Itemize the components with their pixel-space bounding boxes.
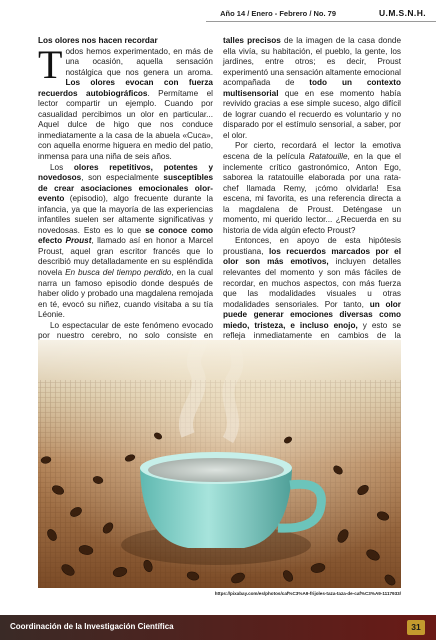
emphasis-italic-text: Proust xyxy=(65,236,92,246)
text-run: odos hemos experimentado, en más de una ocasión, aquella sensación nostálgica que nos genera un aroma. xyxy=(65,46,213,77)
section-subheading: Los olores nos hacen recordar xyxy=(38,36,158,45)
paragraph-2 xyxy=(38,163,213,321)
paragraph-5 xyxy=(223,141,401,236)
text-run: , llamado así en honor a Marcel Proust, aquel gran escritor francés que lo describió muy detalladamente en su espléndida novela xyxy=(38,236,213,278)
text-run: Los xyxy=(50,162,74,172)
page-number: 31 xyxy=(407,620,425,635)
text-run: , son especialmente xyxy=(81,173,164,183)
text-run: que en ese momento había revivido gracias a ese simple suceso, algo difícil de lograr cuando el recuerdo es voluntario y no disparado por el estímulo sensorial, a saber, por el olor. xyxy=(223,88,401,140)
article-column-left xyxy=(38,36,213,363)
emphasis-text: se conoce como efecto xyxy=(38,225,213,246)
article-column-right xyxy=(223,36,401,363)
emphasis-text: susceptibles de crear asociaciones emocionales olor-evento xyxy=(38,173,213,204)
emphasis-text: Los olores evocan con fuerza recuerdos autobiográficos xyxy=(38,78,213,98)
drop-cap: T xyxy=(38,41,63,87)
text-run: de la imagen de la casa donde ella vivía, su habitación, el pueblo, la gente, los jardines, entre otros; es decir, Proust experimentó una sensación altamente emocional acompañada de xyxy=(223,36,401,88)
text-run: Lo espectacular de este fenómeno evocado por nuestro cerebro, no solo consiste en xyxy=(38,320,213,341)
institution-label: U.M.S.N.H. xyxy=(379,8,426,18)
page-header xyxy=(0,0,436,22)
emphasis-text: un olor puede generar emociones diversas como miedo, tristeza, e incluso enojo, xyxy=(223,299,401,330)
paragraph-4 xyxy=(223,36,401,141)
text-run: y esto se refleja inmediatamente en cambios de la xyxy=(223,320,402,341)
text-run: Entonces, en apoyo de esta hipótesis proustiana, xyxy=(223,236,401,256)
film-title: Ratatouille xyxy=(308,152,348,162)
coffee-cup-illustration xyxy=(38,340,401,588)
text-run: . Permítame el lector compartir un ejemplo. Cuando por casualidad percibimos un olor en particular... Aquel dulce de higo que nos conduce inmediatamente a la casa de la abuela «Cuca», con aquella enorme higuera en medio del patio, inmensa para una niña de seis años. xyxy=(38,88,213,162)
text-run: incluyen detalles relevantes del momento y son más fáciles de recordar, en muchos aspectos, con más fuerza que las modalidades visuales u otras modalidades sensoriales. Por tanto, xyxy=(223,257,402,309)
emphasis-text: talles precisos xyxy=(223,36,281,45)
paragraph-1 xyxy=(38,41,213,163)
emphasis-text: olores repetitivos, potentes y novedosos xyxy=(38,162,213,183)
issue-label: Año 14 / Enero - Febrero / No. 79 xyxy=(220,9,336,18)
text-run: (episodio), algo frecuente durante la infancia, ya que la mayoría de las experiencias infantiles suelen ser altamente significativas y novedosas. Esto es lo que xyxy=(38,194,213,235)
photo-credit: https://pixabay.com/es/photos/caf%C3%A9-frijoles-taza-taza-de-caf%C3%A9-1117933/ xyxy=(214,591,401,596)
text-run: , en la que el inclemente crítico gastronómico, Anton Ego, saborea la ratatouille elaborada por una rata-chef llamada Remy, ¡cómo olvidarla! Esa escena, mi favorita, es una referencia directa a la magdalena de Proust. Deténgase un momento, mi querido lector... ¿Recuerda en su historia de vida algún efecto Proust? xyxy=(223,152,401,235)
header-divider xyxy=(206,21,436,22)
coffee-cup-photo xyxy=(38,340,401,588)
emphasis-text: los recuerdos marcados por el olor son más emotivos, xyxy=(223,246,401,267)
footer-label: Coordinación de la Investigación Científica xyxy=(10,622,174,631)
book-title: En busca del tiempo perdido xyxy=(65,268,172,278)
text-run: Por cierto, recordará el lector la emotiva escena de la película xyxy=(223,141,401,162)
page-footer xyxy=(0,615,436,640)
emphasis-text: todo un contexto multisensorial xyxy=(223,78,401,98)
text-run: , en la cual narra un famoso episodio donde después de haber olido y probado una magdalena remojada en té, evocó su niñez, cuando visitaba a su tía Léonie. xyxy=(38,268,214,320)
